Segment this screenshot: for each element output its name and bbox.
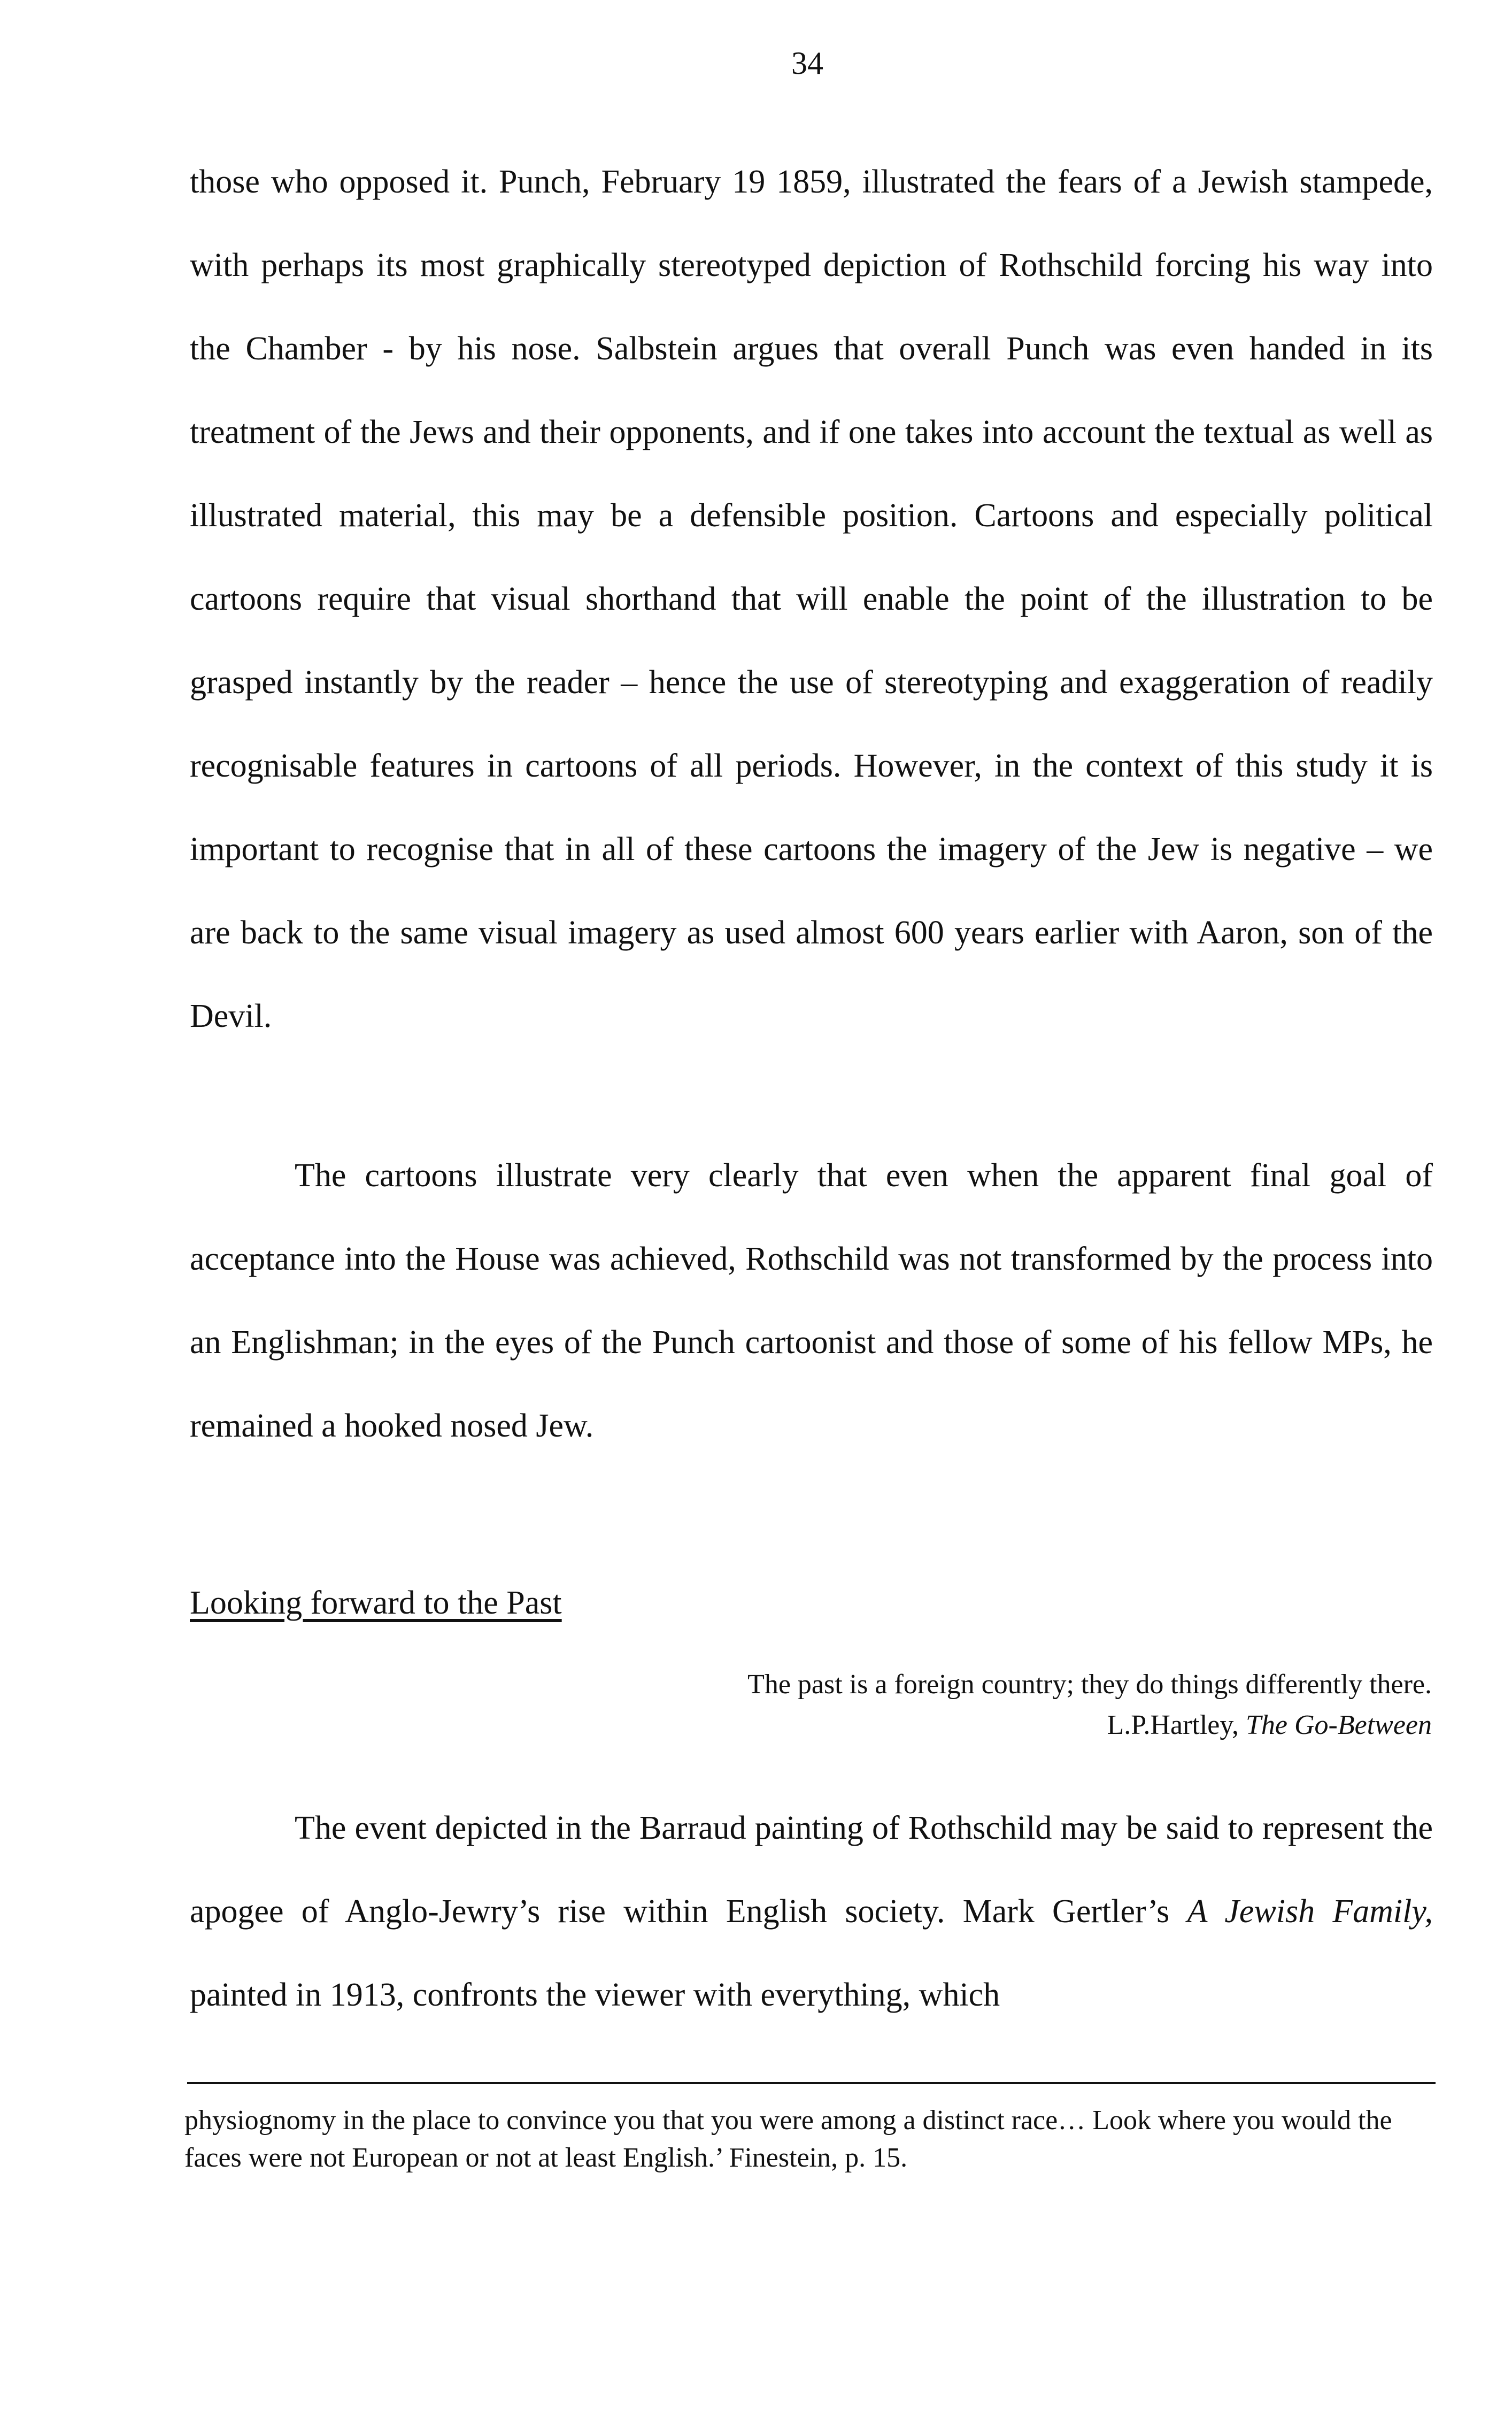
footnote: physiognomy in the place to convince you that you were among a distinct race… Look where you would the faces were not European or not at least English.’ Finestein, p. 15. xyxy=(184,2105,1392,2173)
epigraph-author: L.P.Hartley, xyxy=(1107,1710,1246,1740)
painting-title: A Jewish Family, xyxy=(1187,1893,1433,1930)
epigraph xyxy=(469,1664,1432,1746)
body-paragraph-3 xyxy=(190,1786,1433,2037)
page-number: 34 xyxy=(791,45,823,81)
body-paragraph-3-part-1: The event depicted in the Barraud painting of Rothschild may be said to represent the apogee of Anglo-Jewry’s rise within English society. Mark Gertler’s xyxy=(190,1810,1433,1930)
epigraph-attribution xyxy=(469,1705,1432,1746)
epigraph-work-title: The Go-Between xyxy=(1245,1710,1432,1740)
body-paragraph-1: those who opposed it. Punch, February 19 1859, illustrated the fears of a Jewish stampede, with perhaps its most graphically stereotyped depiction of Rothschild forcing his way into the Chamber - by his nose. Salbstein argues that overall Punch was even handed in its treatment of the Jews and their opponents, and if one takes into account the textual as well as illustrated material, this may be a defensible position. Cartoons and especially political cartoons require that visual shorthand that will enable the point of the illustration to be grasped instantly by the reader – hence the use of stereotyping and exaggeration of readily recognisable features in cartoons of all periods. However, in the context of this study it is important to recognise that in all of these cartoons the imagery of the Jew is negative – we are back to the same visual imagery as used almost 600 years earlier with Aaron, son of the Devil. xyxy=(190,164,1433,1034)
section-heading: Looking forward to the Past xyxy=(190,1585,562,1621)
epigraph-quote: The past is a foreign country; they do things differently there. xyxy=(747,1669,1432,1700)
body-paragraph-2: The cartoons illustrate very clearly that even when the apparent final goal of acceptance into the House was achieved, Rothschild was not transformed by the process into an Englishman; in the eyes of the Punch cartoonist and those of some of his fellow MPs, he remained a hooked nosed Jew. xyxy=(190,1157,1433,1444)
body-paragraph-3-part-2: painted in 1913, confronts the viewer with everything, which xyxy=(190,1977,1000,2013)
footnote-divider xyxy=(187,2082,1436,2084)
